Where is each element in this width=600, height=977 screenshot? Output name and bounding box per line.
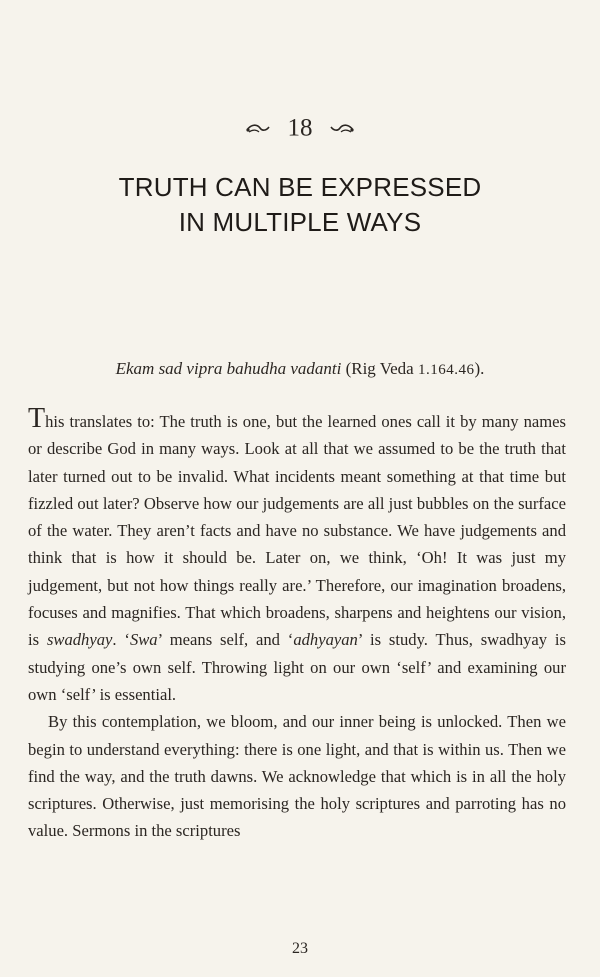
- chapter-number: 18: [287, 114, 313, 142]
- drop-cap: T: [28, 403, 46, 434]
- chapter-number-heading: [0, 112, 600, 143]
- epigraph-ref-open: (Rig Veda: [341, 359, 418, 378]
- paragraph-2: By this contemplation, we bloom, and our inner being is unlocked. Then we begin to understand everything: there is one light, and that is within us. Then we find the way, and the truth dawns. We acknowledge that which is in all the holy scriptures. Otherwise, just memorising the holy scriptures and parroting has no value. Sermons in the scriptures: [28, 712, 566, 841]
- para1-text-c: ’ means self, and ‘: [157, 630, 294, 650]
- paragraph-1: [28, 403, 566, 708]
- term-swadhyay: swadhyay: [46, 630, 113, 650]
- epigraph-ref-number: 1.164.46: [417, 362, 475, 378]
- page-number: 23: [292, 940, 308, 957]
- chapter-title-line-2: IN MULTIPLE WAYS: [178, 207, 422, 237]
- epigraph: [0, 357, 600, 382]
- para1-text-b: . ‘: [112, 630, 130, 650]
- term-swa: Swa: [129, 630, 158, 650]
- chapter-title-line-1: TRUTH CAN BE EXPRESSED: [118, 172, 482, 202]
- scroll-ornament-left-icon: [245, 121, 271, 135]
- scroll-ornament-right-icon: [329, 121, 355, 135]
- para1-text-a: his translates to: The truth is one, but the learned ones call it by many names or describe God in many ways. Look at all that we assumed to be the truth that later turned out to be invalid. What incidents meant something at that time but fizzled out later? Observe how our judgements are all just bubbles on the surface of the water. They aren’t facts and have no substance. We have judgements and think that is how it should be. Later on, we think, ‘Oh! It was just my judgement, but not how things really are.’ Therefore, our imagination broadens, focuses and magnifies. That which broadens, sharpens and heightens our vision, is: [28, 412, 566, 650]
- term-adhyayan: adhyayan: [293, 630, 358, 650]
- para1-text-d: ’ is study. Thus, swadhyay is studying one’s own self. Throwing light on our own ‘self’ and examining our own ‘self’ is essential.: [28, 630, 566, 704]
- chapter-title: [0, 170, 600, 240]
- body-text: [28, 403, 566, 845]
- epigraph-quote: Ekam sad vipra bahudha vadanti: [115, 359, 342, 378]
- epigraph-ref-close: ).: [474, 359, 485, 378]
